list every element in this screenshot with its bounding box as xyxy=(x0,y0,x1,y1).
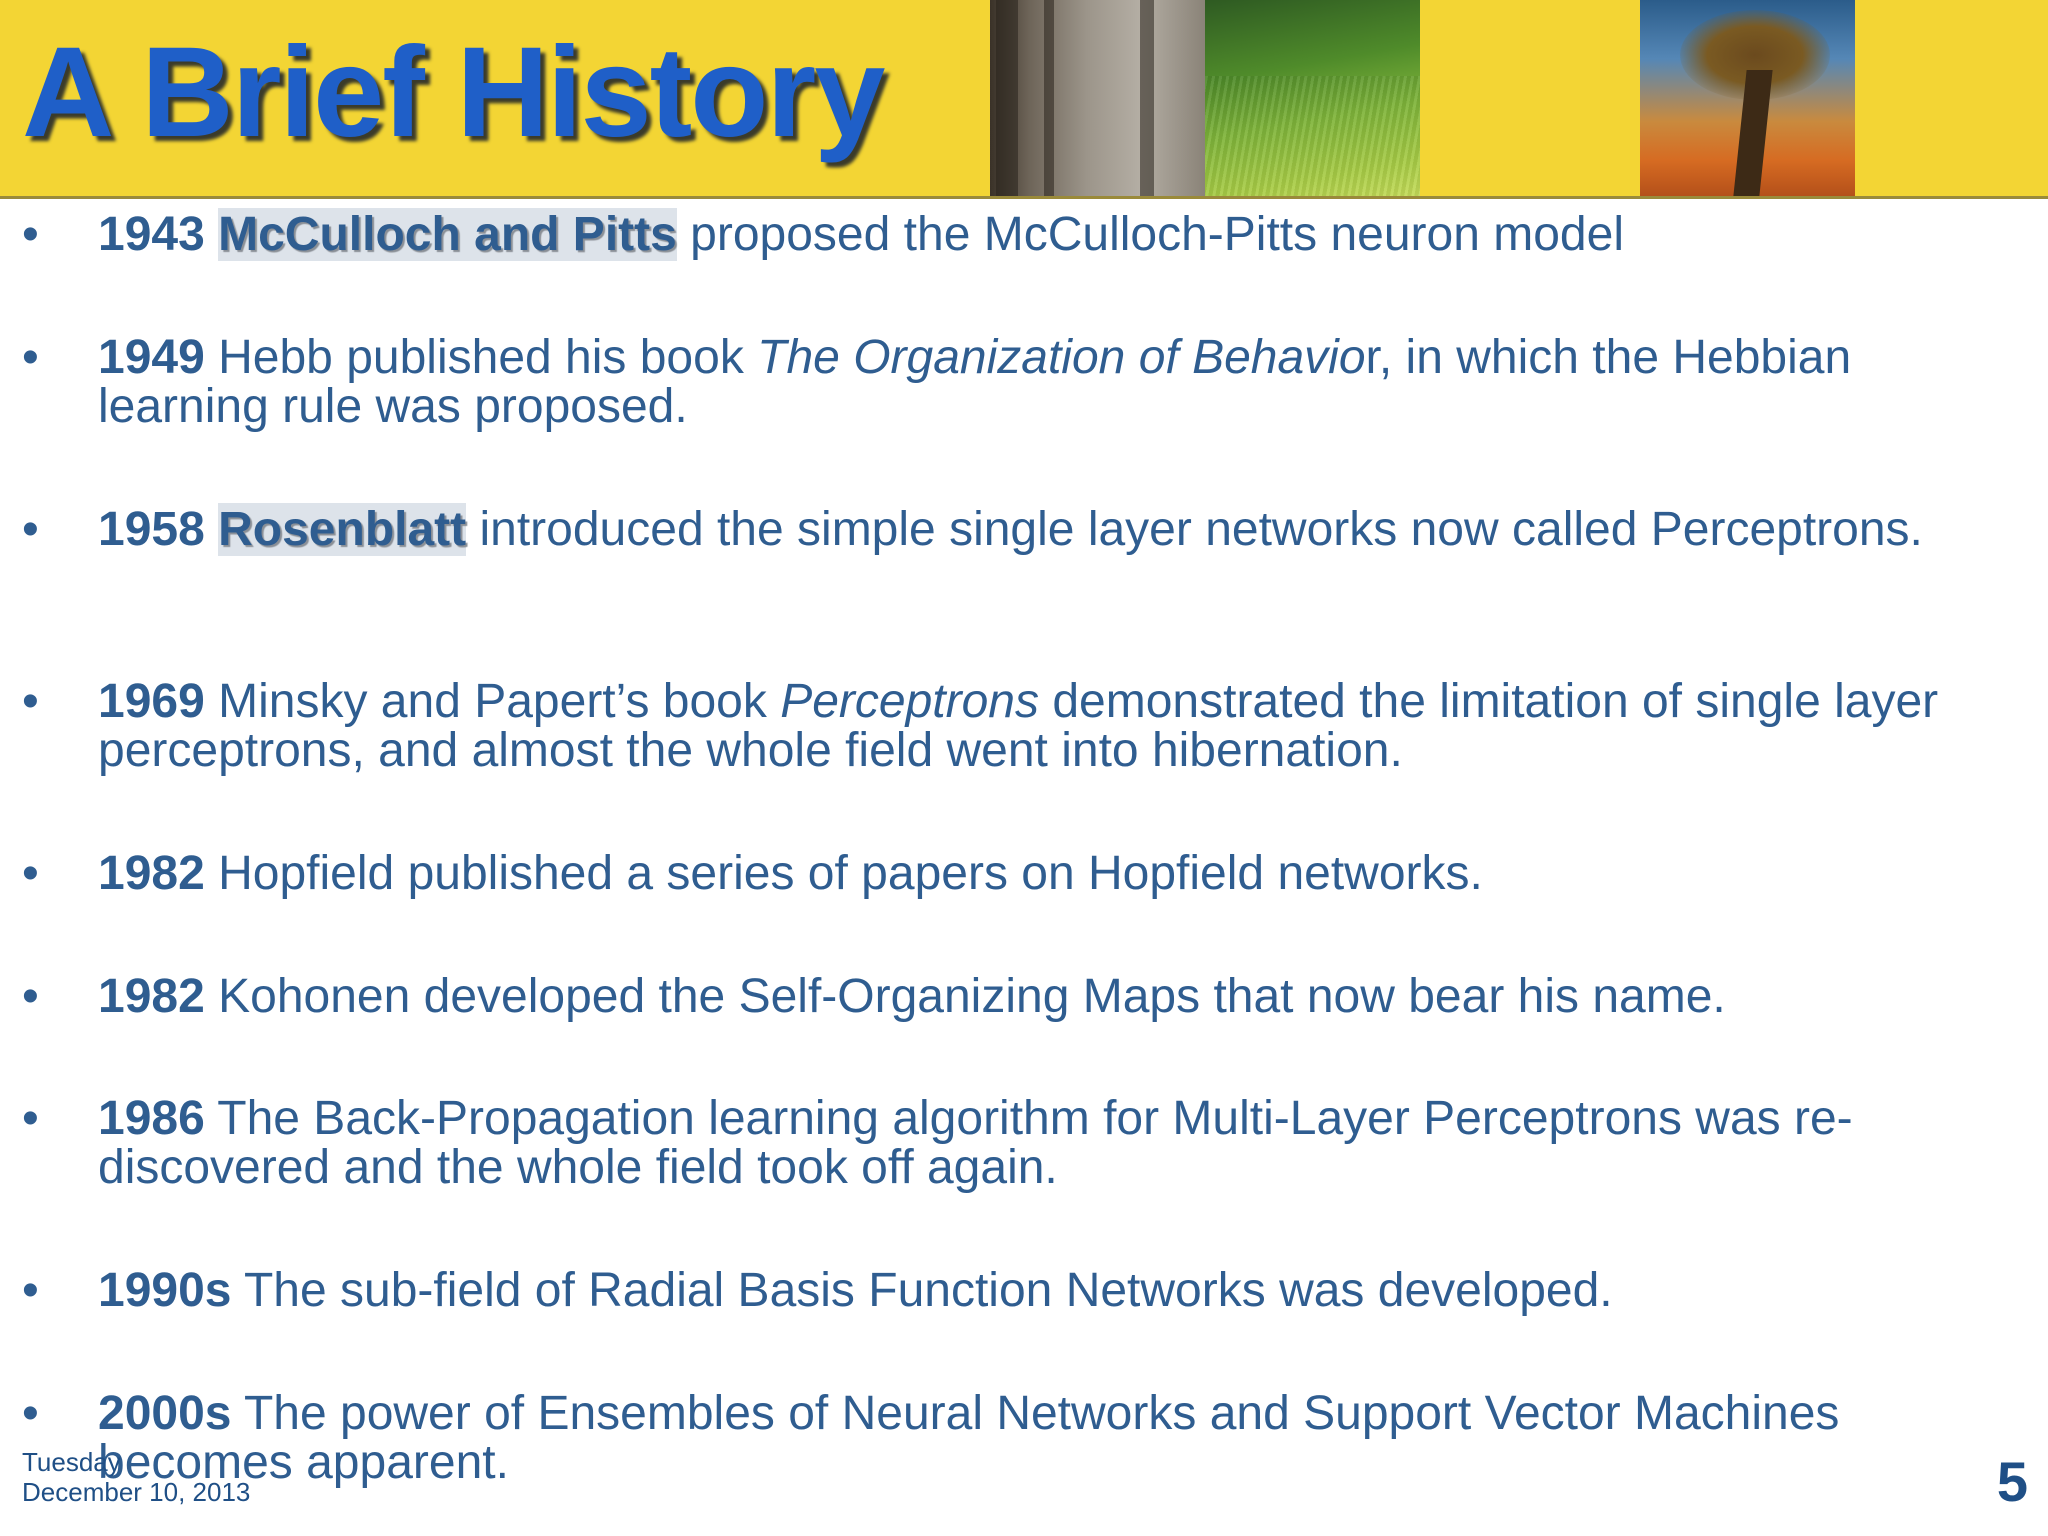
item-text: The Back-Propagation learning algorithm for Multi-Layer Perceptrons was re-discovered and the whole field took off again. xyxy=(98,1092,1853,1194)
item-text: proposed the McCulloch-Pitts neuron model xyxy=(676,208,1624,261)
book-title: The Organization of Behavio xyxy=(757,331,1366,384)
slide-title: A Brief History xyxy=(22,21,884,164)
item-text: Kohonen developed the Self-Organizing Maps that now bear his name. xyxy=(204,970,1726,1023)
bullet: • xyxy=(22,1264,39,1317)
item-text: Hopfield published a series of papers on Hopfield networks. xyxy=(204,847,1483,900)
list-item xyxy=(22,847,2008,900)
bullet: • xyxy=(22,675,39,728)
item-year: 1969 xyxy=(98,675,205,728)
list-item xyxy=(22,208,2008,261)
item-text-pre: Minsky and Papert’s book xyxy=(204,675,781,728)
bullet: • xyxy=(22,208,39,261)
list-item xyxy=(22,1092,2008,1194)
footer-full-date: December 10, 2013 xyxy=(22,1477,251,1507)
list-item xyxy=(22,503,2008,556)
foggy-forest-photo xyxy=(990,0,1205,196)
bullet: • xyxy=(22,503,39,556)
highlighted-name: Rosenblatt xyxy=(218,503,467,556)
bullet: • xyxy=(22,847,39,900)
tree-sunset-photo xyxy=(1640,0,1855,196)
header-gap xyxy=(1420,0,1640,196)
item-text: introduced the simple single layer networks now called Perceptrons. xyxy=(466,503,1923,556)
page-number: 5 xyxy=(1996,1450,2028,1513)
highlighted-name: McCulloch and Pitts xyxy=(218,208,677,261)
footer-date xyxy=(22,1447,250,1507)
item-year: 1986 xyxy=(98,1092,205,1145)
item-year: 1943 xyxy=(98,208,205,261)
header-divider xyxy=(0,196,2048,199)
item-year: 1982 xyxy=(98,970,205,1023)
bullet: • xyxy=(22,1092,39,1145)
list-item xyxy=(22,970,2008,1023)
green-field-photo xyxy=(1205,0,1420,196)
item-year: 1990s xyxy=(98,1264,232,1317)
item-year: 1958 xyxy=(98,503,205,556)
list-item xyxy=(22,1264,2008,1317)
item-text-pre: Hebb published his book xyxy=(204,331,758,384)
footer-day: Tuesday xyxy=(22,1447,121,1477)
bullet: • xyxy=(22,331,39,384)
item-year: 1949 xyxy=(98,331,205,384)
item-text-post: r, in which the Hebbian learning rule was proposed. xyxy=(98,331,1852,433)
list-item xyxy=(22,675,2008,777)
book-title: Perceptrons xyxy=(780,675,1039,728)
item-year: 1982 xyxy=(98,847,205,900)
item-text-post: demonstrated the limitation of single layer perceptrons, and almost the whole field went into hibernation. xyxy=(98,675,1939,777)
item-year: 2000s xyxy=(98,1387,232,1440)
bullet: • xyxy=(22,1387,39,1440)
list-item xyxy=(22,331,2008,433)
item-text: The sub-field of Radial Basis Function Networks was developed. xyxy=(231,1264,1613,1317)
bullet: • xyxy=(22,970,39,1023)
item-text: The power of Ensembles of Neural Networks and Support Vector Machines becomes apparent. xyxy=(98,1387,1840,1489)
